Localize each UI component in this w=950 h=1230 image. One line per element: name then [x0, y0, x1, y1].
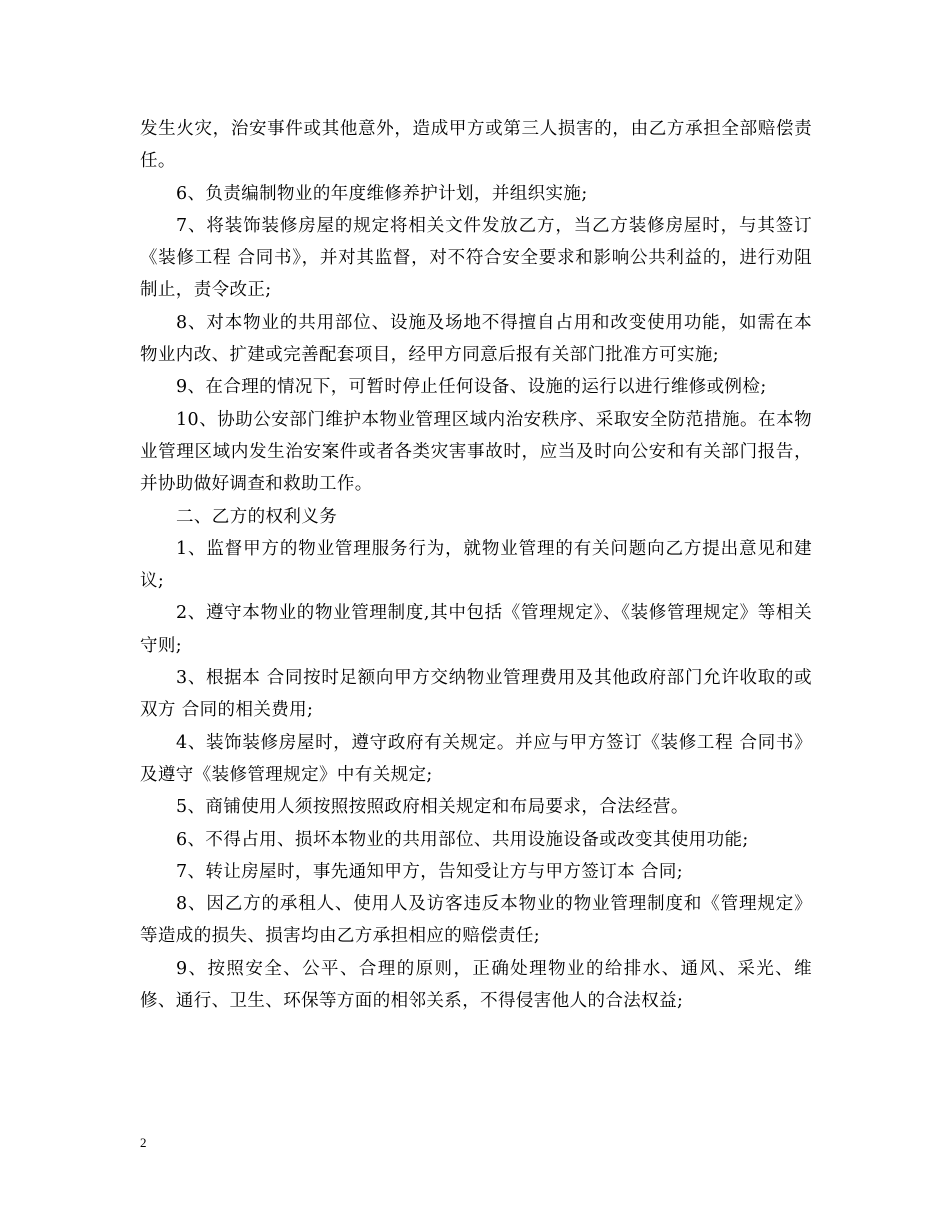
document-body	[140, 113, 812, 1017]
paragraph-duty-8: 8、因乙方的承租人、使用人及访客违反本物业的物业管理制度和《管理规定》等造成的损失、损害均由乙方承担相应的赔偿责任;	[140, 894, 812, 947]
paragraph-duty-2: 2、遵守本物业的物业管理制度,其中包括《管理规定》、《装修管理规定》等相关守则;	[140, 603, 812, 656]
paragraph-continuation: 发生火灾，治安事件或其他意外，造成甲方或第三人损害的，由乙方承担全部赔偿责任。	[140, 119, 812, 172]
paragraph-duty-6: 6、不得占用、损坏本物业的共用部位、共用设施设备或改变其使用功能;	[176, 829, 749, 850]
paragraph-duty-1: 1、监督甲方的物业管理服务行为，就物业管理的有关问题向乙方提出意见和建议;	[140, 538, 812, 592]
paragraph-item-6: 6、负责编制物业的年度维修养护计划，并组织实施;	[176, 183, 588, 204]
paragraph-duty-9: 9、按照安全、公平、合理的原则，正确处理物业的给排水、通风、采光、维修、通行、卫生、环保等方面的相邻关系，不得侵害他人的合法权益;	[140, 958, 812, 1012]
paragraph-item-7: 7、将装饰装修房屋的规定将相关文件发放乙方，当乙方装修房屋时，与其签订《装修工程 合同书》，并对其监督，对不符合安全要求和影响公共利益的，进行劝阻制止，责令改正;	[140, 215, 812, 301]
section-heading: 二、乙方的权利义务	[176, 506, 338, 527]
paragraph-duty-5: 5、商铺使用人须按照按照政府相关规定和布局要求，合法经营。	[176, 797, 689, 818]
paragraph-item-10: 10、协助公安部门维护本物业管理区域内治安秩序、采取安全防范措施。在本物业管理区域内发生治安案件或者各类灾害事故时，应当及时向公安和有关部门报告，并协助做好调查和救助工作。	[140, 409, 812, 495]
paragraph-item-9: 9、在合理的情况下，可暂时停止任何设备、设施的运行以进行维修或例检;	[176, 377, 767, 398]
paragraph-duty-4: 4、装饰装修房屋时，遵守政府有关规定。并应与甲方签订《装修工程 合同书》及遵守《装修管理规定》中有关规定;	[140, 732, 812, 785]
paragraph-duty-7: 7、转让房屋时，事先通知甲方，告知受让方与甲方签订本 合同;	[176, 861, 684, 882]
paragraph-item-8: 8、对本物业的共用部位、设施及场地不得擅自占用和改变使用功能，如需在本物业内改、扩建或完善配套项目，经甲方同意后报有关部门批准方可实施;	[140, 312, 812, 366]
paragraph-duty-3: 3、根据本 合同按时足额向甲方交纳物业管理费用及其他政府部门允许收取的或双方 合同的相关费用;	[140, 668, 812, 721]
page-number: 2	[140, 1135, 147, 1150]
